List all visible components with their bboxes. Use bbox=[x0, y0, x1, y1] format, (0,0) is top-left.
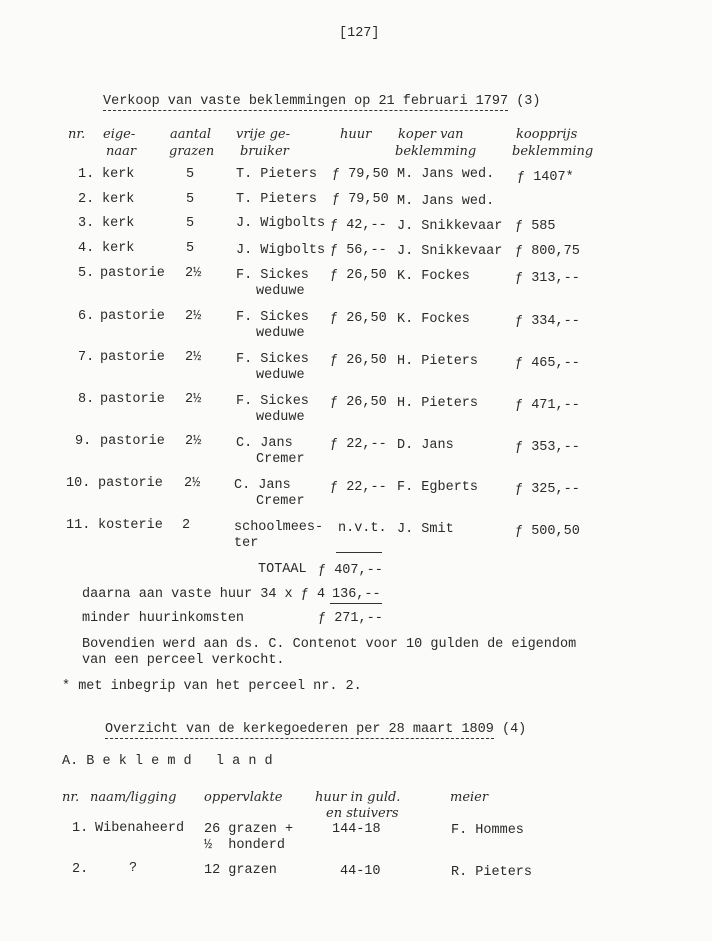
section2-title-ref: (4) bbox=[501, 722, 527, 737]
header-aantal-2: grazen bbox=[169, 144, 215, 159]
row-huur: ƒ 26,50 bbox=[330, 395, 387, 410]
total-rule bbox=[336, 552, 382, 553]
row-meier: R. Pieters bbox=[451, 865, 533, 880]
row-grazen: 2½ bbox=[185, 266, 202, 281]
s2-header-huur-2: en stuivers bbox=[326, 806, 399, 821]
minder-value: ƒ 271,-- bbox=[318, 611, 383, 626]
row-buyer: M. Jans wed. bbox=[397, 167, 495, 182]
row-owner: pastorie bbox=[98, 476, 163, 491]
row-grazen: 5 bbox=[186, 192, 195, 207]
row-nr: 2. bbox=[72, 862, 89, 877]
row-user2: ter bbox=[234, 536, 259, 551]
row-price: ƒ 334,-- bbox=[515, 314, 580, 329]
row-nr: 11. bbox=[66, 518, 91, 533]
s2-header-opp: oppervlakte bbox=[204, 790, 283, 805]
row-grazen: 5 bbox=[186, 216, 195, 231]
row-naam: ? bbox=[129, 861, 138, 876]
row-grazen: 5 bbox=[186, 167, 195, 182]
row-owner: kerk bbox=[102, 192, 135, 207]
row-grazen: 2½ bbox=[185, 392, 202, 407]
row-owner: kerk bbox=[102, 167, 135, 182]
row-user2: weduwe bbox=[256, 410, 305, 425]
row-grazen: 2 bbox=[182, 518, 191, 533]
row-user: T. Pieters bbox=[236, 192, 318, 207]
header-nr: nr. bbox=[68, 127, 86, 142]
row-huur: ƒ 22,-- bbox=[330, 437, 387, 452]
row-user: F. Sickes bbox=[236, 394, 309, 409]
row-huur: ƒ 26,50 bbox=[330, 353, 387, 368]
row-user: C. Jans bbox=[234, 478, 291, 493]
s2-header-meier: meier bbox=[450, 790, 489, 805]
section2-title-text: Overzicht van de kerkegoederen per 28 maart 1809 bbox=[105, 722, 494, 737]
header-koper-1: koper van bbox=[398, 127, 464, 142]
row-grazen: 2½ bbox=[184, 476, 201, 491]
row-price: ƒ 500,50 bbox=[515, 524, 580, 539]
header-koopprijs-2: beklemming bbox=[512, 144, 594, 159]
daarna-rule bbox=[330, 603, 382, 604]
header-eigenaar-2: naar bbox=[106, 144, 137, 159]
header-huur: huur bbox=[340, 127, 372, 142]
row-user2: Cremer bbox=[256, 494, 305, 509]
row-price: ƒ 471,-- bbox=[515, 398, 580, 413]
page-number: [127] bbox=[339, 26, 380, 41]
row-huur: ƒ 22,-- bbox=[330, 480, 387, 495]
row-price: ƒ 353,-- bbox=[515, 440, 580, 455]
section1-title-text: Verkoop van vaste beklemmingen op 21 februari 1797 bbox=[103, 94, 509, 109]
row-user: F. Sickes bbox=[236, 352, 309, 367]
note-line-1: Bovendien werd aan ds. C. Contenot voor 10 gulden de eigendom bbox=[82, 637, 577, 652]
row-nr: 1. bbox=[72, 821, 89, 836]
header-vrije-2: bruiker bbox=[240, 144, 289, 159]
daarna-value: 136,-- bbox=[332, 587, 381, 602]
minder-label: minder huurinkomsten bbox=[82, 611, 245, 626]
row-opp: 12 grazen bbox=[204, 863, 277, 878]
row-buyer: K. Fockes bbox=[397, 269, 470, 284]
row-buyer: F. Egberts bbox=[397, 480, 479, 495]
row-user: J. Wigbolts bbox=[236, 216, 326, 231]
row-buyer: D. Jans bbox=[397, 438, 454, 453]
row-buyer: J. Snikkevaar bbox=[397, 244, 503, 259]
row-huur: n.v.t. bbox=[338, 521, 387, 536]
row-grazen: 2½ bbox=[185, 434, 202, 449]
row-owner: pastorie bbox=[100, 266, 165, 281]
row-meier: F. Hommes bbox=[451, 823, 524, 838]
row-huur: ƒ 26,50 bbox=[330, 311, 387, 326]
row-owner: kosterie bbox=[98, 518, 163, 533]
total-value: ƒ 407,-- bbox=[318, 563, 383, 578]
row-buyer: J. Snikkevaar bbox=[397, 219, 503, 234]
row-buyer: H. Pieters bbox=[397, 396, 479, 411]
row-user2: weduwe bbox=[256, 326, 305, 341]
total-label: TOTAAL bbox=[258, 562, 307, 577]
section1-title-ref: (3) bbox=[516, 94, 541, 109]
row-owner: pastorie bbox=[100, 309, 165, 324]
row-user: F. Sickes bbox=[236, 310, 309, 325]
row-owner: pastorie bbox=[100, 392, 165, 407]
row-huur: 144-18 bbox=[332, 822, 381, 837]
row-huur: ƒ 79,50 bbox=[332, 192, 389, 207]
row-nr: 2. bbox=[78, 192, 95, 207]
row-owner: pastorie bbox=[100, 434, 165, 449]
section1-title bbox=[103, 94, 541, 110]
row-price: ƒ 800,75 bbox=[515, 244, 580, 259]
row-huur: 44-10 bbox=[340, 864, 381, 879]
row-user: schoolmees- bbox=[234, 520, 324, 535]
row-price: ƒ 325,-- bbox=[515, 482, 580, 497]
row-user2: weduwe bbox=[256, 284, 305, 299]
row-price: ƒ 585 bbox=[515, 219, 556, 234]
row-nr: 7. bbox=[78, 350, 95, 365]
header-eigenaar-1: eige- bbox=[103, 127, 136, 142]
s2-header-huur-1: huur in guld. bbox=[315, 790, 401, 805]
row-user: J. Wigbolts bbox=[236, 243, 326, 258]
row-owner: kerk bbox=[102, 216, 135, 231]
row-nr: 6. bbox=[78, 309, 95, 324]
row-buyer: K. Fockes bbox=[397, 312, 470, 327]
row-naam: Wibenaheerd bbox=[95, 821, 185, 836]
s2-header-naam: naam/ligging bbox=[90, 790, 177, 805]
row-buyer: H. Pieters bbox=[397, 354, 479, 369]
row-user: F. Sickes bbox=[236, 268, 309, 283]
row-price: ƒ 1407* bbox=[517, 170, 574, 185]
row-nr: 4. bbox=[78, 241, 95, 256]
row-nr: 9. bbox=[75, 434, 92, 449]
row-buyer: M. Jans wed. bbox=[397, 194, 495, 209]
row-owner: kerk bbox=[102, 241, 135, 256]
header-vrije-1: vrije ge- bbox=[236, 127, 290, 142]
daarna-label: daarna aan vaste huur 34 x ƒ 4 bbox=[82, 587, 326, 602]
s2-header-nr: nr. bbox=[62, 790, 80, 805]
row-nr: 1. bbox=[78, 167, 95, 182]
section2-subtitle: A. B e k l e m d l a n d bbox=[62, 754, 273, 769]
row-huur: ƒ 42,-- bbox=[330, 218, 387, 233]
header-koopprijs-1: koopprijs bbox=[516, 127, 578, 142]
row-price: ƒ 313,-- bbox=[515, 271, 580, 286]
row-grazen: 5 bbox=[186, 241, 195, 256]
note-line-2: van een perceel verkocht. bbox=[82, 653, 285, 668]
header-koper-2: beklemming bbox=[395, 144, 477, 159]
row-nr: 8. bbox=[78, 392, 95, 407]
section2-title bbox=[105, 722, 526, 738]
row-nr: 5. bbox=[78, 266, 95, 281]
row-opp2: ½ honderd bbox=[204, 838, 286, 853]
row-huur: ƒ 56,-- bbox=[330, 243, 387, 258]
row-user: C. Jans bbox=[236, 436, 293, 451]
row-grazen: 2½ bbox=[185, 309, 202, 324]
row-huur: ƒ 79,50 bbox=[332, 167, 389, 182]
row-nr: 3. bbox=[78, 216, 95, 231]
header-aantal-1: aantal bbox=[170, 127, 212, 142]
row-huur: ƒ 26,50 bbox=[330, 268, 387, 283]
footnote: * met inbegrip van het perceel nr. 2. bbox=[62, 679, 362, 694]
row-grazen: 2½ bbox=[185, 350, 202, 365]
row-buyer: J. Smit bbox=[397, 522, 454, 537]
row-user: T. Pieters bbox=[236, 167, 318, 182]
row-user2: weduwe bbox=[256, 368, 305, 383]
row-nr: 10. bbox=[66, 476, 91, 491]
row-user2: Cremer bbox=[256, 452, 305, 467]
row-price: ƒ 465,-- bbox=[515, 356, 580, 371]
row-owner: pastorie bbox=[100, 350, 165, 365]
row-opp: 26 grazen + bbox=[204, 822, 294, 837]
